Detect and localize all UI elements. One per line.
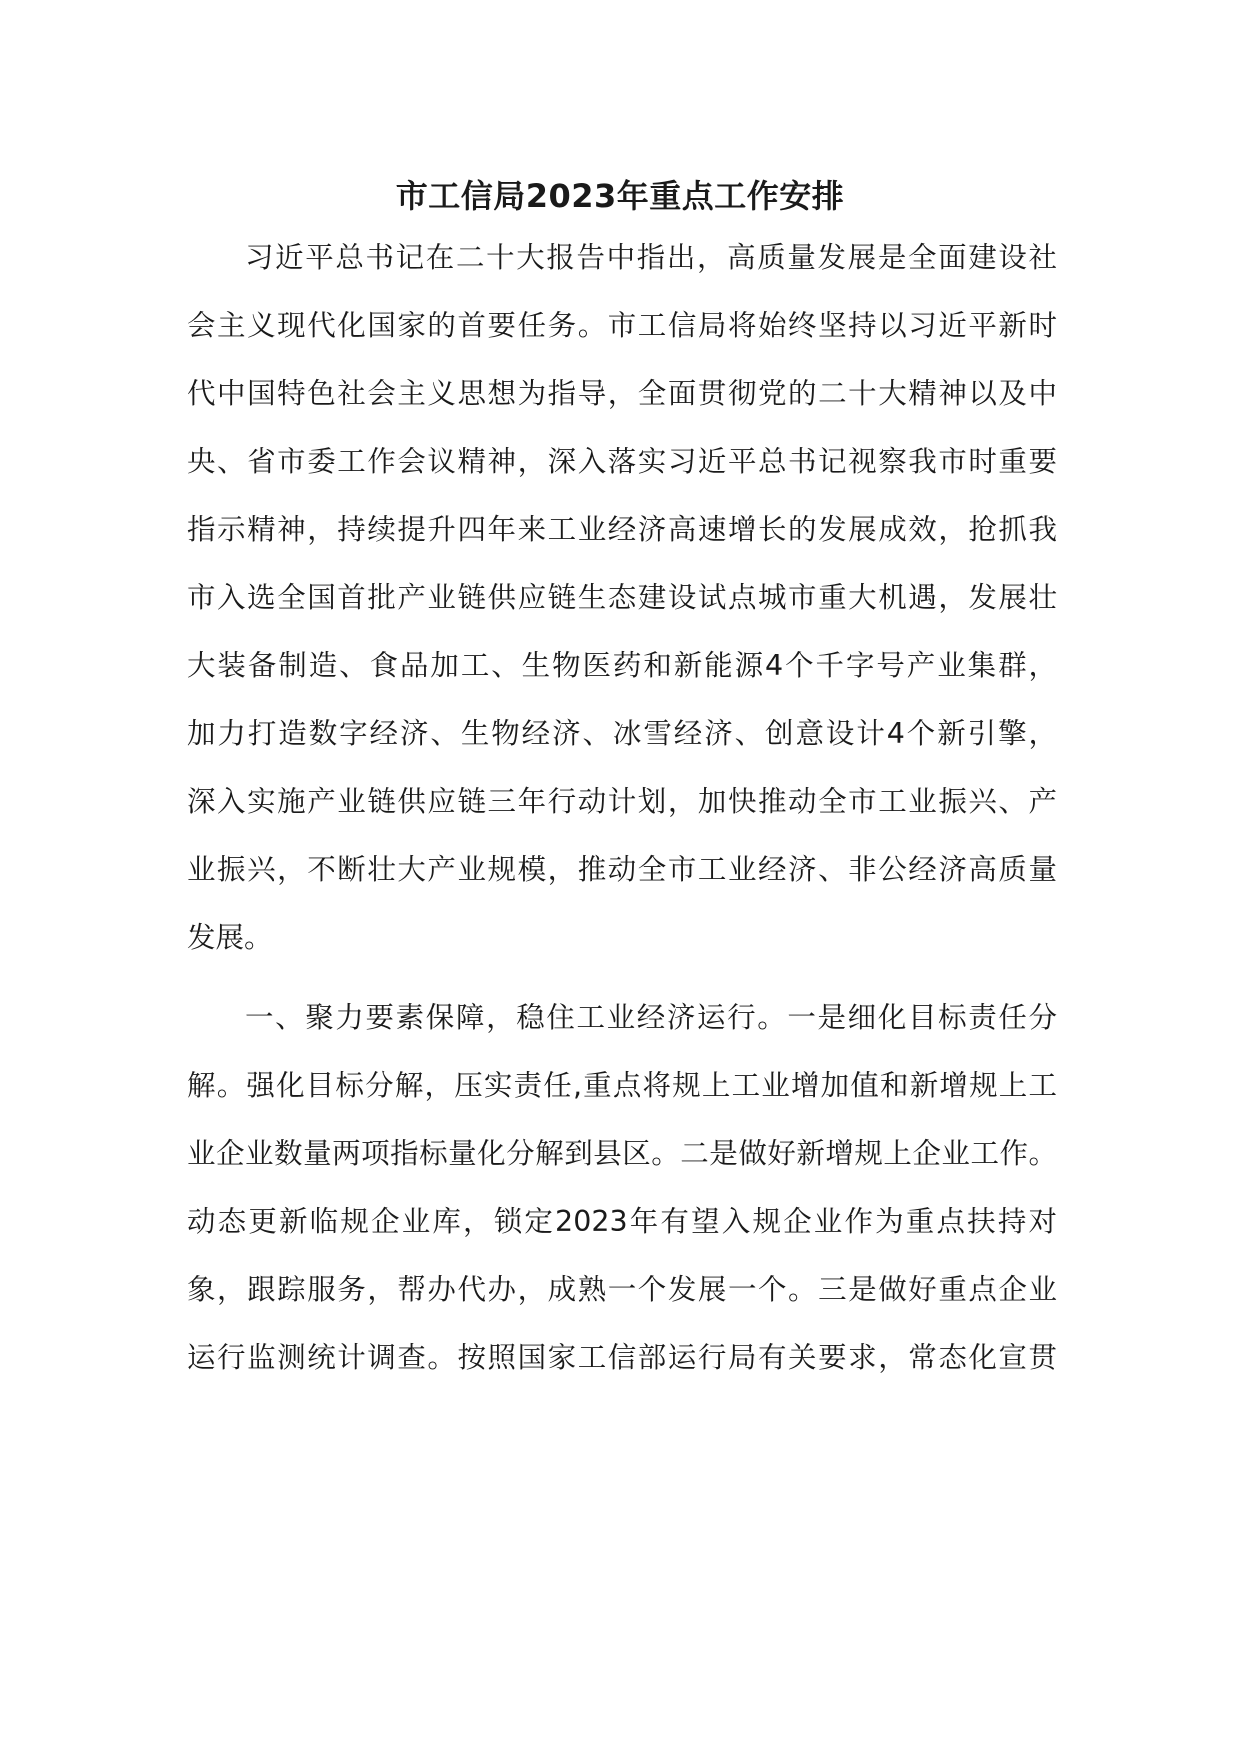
paragraph-line: 大装备制造、食品加工、生物医药和新能源4个千字号产业集群， bbox=[187, 649, 1057, 682]
paragraph-line: 一、聚力要素保障，稳住工业经济运行。一是细化目标责任分 bbox=[245, 1001, 1057, 1034]
paragraph-line: 业振兴，不断壮大产业规模，推动全市工业经济、非公经济高质量 bbox=[187, 853, 1057, 886]
paragraph-line: 加力打造数字经济、生物经济、冰雪经济、创意设计4个新引擎， bbox=[187, 717, 1057, 750]
paragraph-line: 象，跟踪服务，帮办代办，成熟一个发展一个。三是做好重点企业 bbox=[187, 1273, 1057, 1306]
paragraph-line: 业企业数量两项指标量化分解到县区。二是做好新增规上企业工作。 bbox=[187, 1137, 1057, 1170]
paragraph-line: 深入实施产业链供应链三年行动计划，加快推动全市工业振兴、产 bbox=[187, 785, 1057, 818]
paragraph-line: 会主义现代化国家的首要任务。市工信局将始终坚持以习近平新时 bbox=[187, 309, 1057, 342]
paragraph-line: 市入选全国首批产业链供应链生态建设试点城市重大机遇，发展壮 bbox=[187, 581, 1057, 614]
paragraph-line: 运行监测统计调查。按照国家工信部运行局有关要求，常态化宣贯 bbox=[187, 1341, 1057, 1374]
document-title: 市工信局2023年重点工作安排 bbox=[395, 177, 845, 215]
paragraph-line: 发展。 bbox=[187, 921, 273, 954]
paragraph-line: 动态更新临规企业库，锁定2023年有望入规企业作为重点扶持对 bbox=[187, 1205, 1057, 1238]
paragraph-line: 习近平总书记在二十大报告中指出，高质量发展是全面建设社 bbox=[245, 241, 1057, 274]
paragraph-line: 指示精神，持续提升四年来工业经济高速增长的发展成效，抢抓我 bbox=[187, 513, 1057, 546]
paragraph-line: 解。强化目标分解，压实责任,重点将规上工业增加值和新增规上工 bbox=[187, 1069, 1057, 1102]
paragraph-line: 代中国特色社会主义思想为指导，全面贯彻党的二十大精神以及中 bbox=[187, 377, 1057, 410]
paragraph-line: 央、省市委工作会议精神，深入落实习近平总书记视察我市时重要 bbox=[187, 445, 1057, 478]
